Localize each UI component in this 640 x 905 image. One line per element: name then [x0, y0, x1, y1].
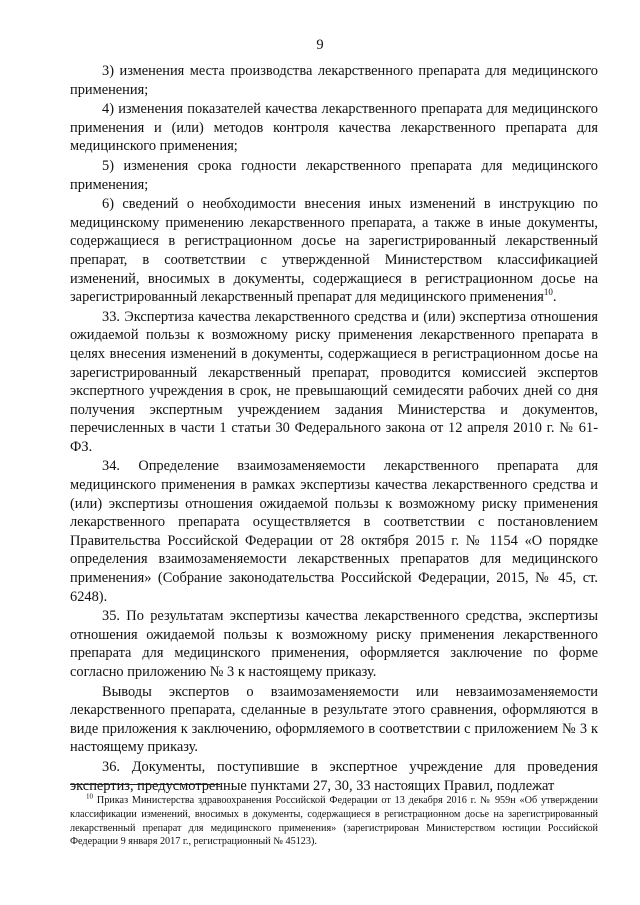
- paragraph-item-4: 4) изменения показателей качества лекарственного препарата для медицинского применения и (или) методов контроля качества лекарственного препарата для медицинского применения;: [70, 101, 598, 155]
- footnote-reference: 10: [543, 287, 553, 298]
- paragraph-item-6-text: 6) сведений о необходимости внесения иных изменений в инструкцию по медицинскому применению лекарственного препарата, а также в иные документы, содержащиеся в регистрационном досье на зарегистрированный лекарственный препарат, в соответствии с утвержденной Министерством классификацией изменений, вносимых в документы, содержащиеся в регистрационном досье на зарегистрированный лекарственный препарат для медицинского применения: [70, 196, 598, 306]
- paragraph-35-conclusions: Выводы экспертов о взаимозаменяемости или невзаимозаменяемости лекарственного препарата, сделанные в результате этого сравнения, оформляются в виде приложения к заключению, оформляемого в соответствии с приложением № 3 к настоящему приказу.: [70, 683, 598, 756]
- paragraph-36: 36. Документы, поступившие в экспертное учреждение для проведения экспертиз, предусмотренные пунктами 27, 30, 33 настоящих Правил, подлежат: [70, 758, 598, 794]
- page-number: 9: [316, 37, 324, 53]
- paragraph-33: 33. Экспертиза качества лекарственного средства и (или) экспертиза отношения ожидаемой пользы к возможному риску применения лекарственного препарата в целях внесения изменений в документы, содержащиеся в регистрационном досье на зарегистрированный лекарственный препарат, проводится комиссией экспертов экспертного учреждения в срок, не превышающий семидесяти рабочих дней со дня получения экспертным учреждением задания Министерства и документов, перечисленных в части 1 статьи 30 Федерального закона от 12 апреля 2010 г. № 61-ФЗ.: [70, 308, 598, 455]
- document-body: [70, 62, 598, 795]
- footnote-divider: [70, 784, 220, 785]
- paragraph-item-6-end: .: [552, 289, 557, 306]
- paragraph-item-6: [70, 195, 598, 307]
- paragraph-item-5: 5) изменения срока годности лекарственного препарата для медицинского применения;: [70, 157, 598, 193]
- footnote-number: 10: [86, 792, 93, 801]
- paragraph-35: 35. По результатам экспертизы качества лекарственного средства, экспертизы отношения ожидаемой пользы к возможному риску применения лекарственного препарата для медицинского применения, оформляется заключение по форме согласно приложению № 3 к настоящему приказу.: [70, 608, 598, 680]
- paragraph-34: 34. Определение взаимозаменяемости лекарственного препарата для медицинского применения в рамках экспертизы качества лекарственного средства и (или) экспертизы отношения ожидаемой пользы к возможному риску применения лекарственного препарата осуществляется в соответствии с постановлением Правительства Российской Федерации от 28 октября 2015 г. № 1154 «О порядке определения взаимозаменяемости лекарственных препаратов для медицинского применения» (Собрание законодательства Российской Федерации, 2015, № 45, ст. 6248).: [70, 458, 598, 605]
- footnote: [70, 794, 598, 849]
- footnote-text: Приказ Министерства здравоохранения Российской Федерации от 13 декабря 2016 г. № 959н «Об утверждении классификации изменений, вносимых в документы, содержащиеся в регистрационном досье на зарегистрированный лекарственный препарат для медицинского применения» (зарегистрирован Министерством юстиции Российской Федерации 9 января 2017 г., регистрационный № 45123).: [70, 795, 599, 848]
- paragraph-item-3: 3) изменения места производства лекарственного препарата для медицинского применения;: [70, 63, 598, 98]
